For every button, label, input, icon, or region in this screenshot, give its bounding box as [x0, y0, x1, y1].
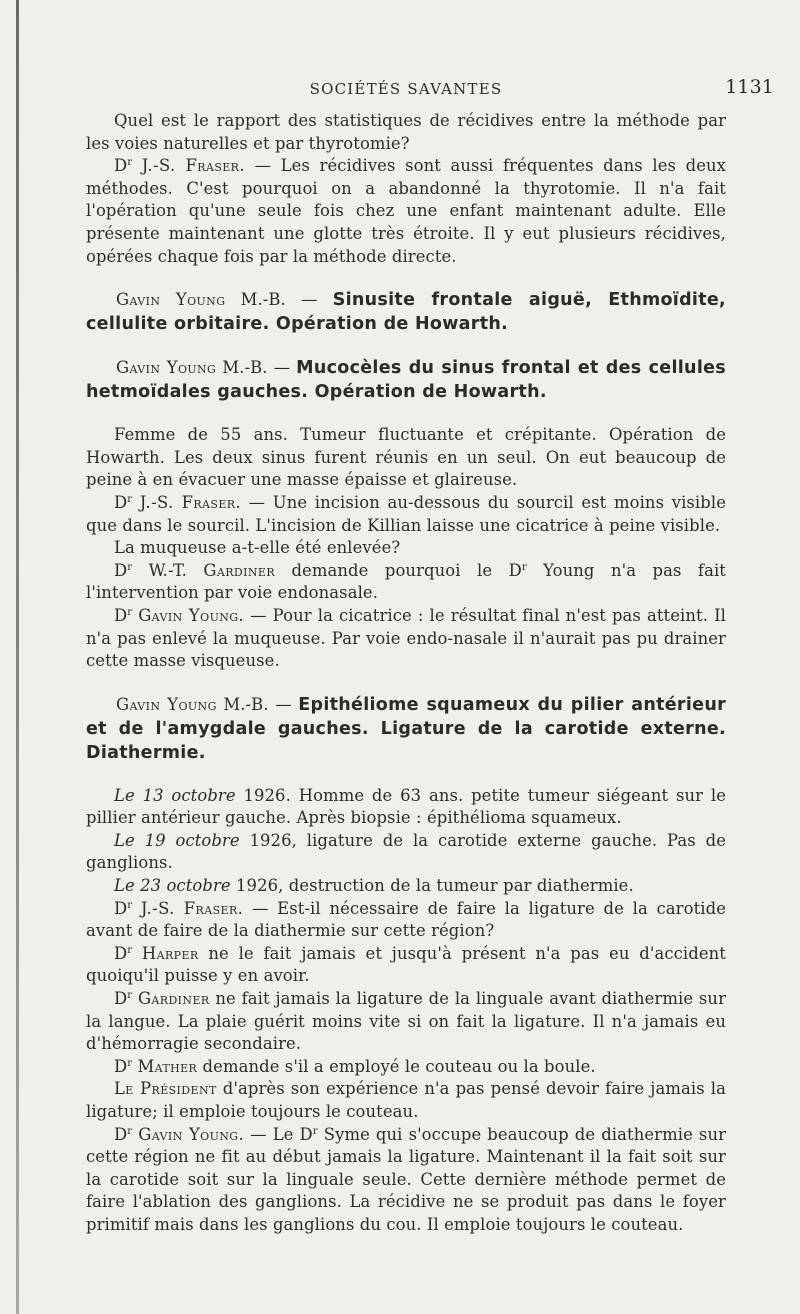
paragraph [86, 1124, 726, 1237]
dated-entry [86, 830, 726, 875]
doctor-abbrev-sup: r [127, 561, 133, 573]
paragraph [86, 1056, 726, 1079]
speaker-name: Le Président [114, 1079, 217, 1099]
paragraph-text: ne le fait jamais et jusqu'à présent n'a pas eu d'accident quoiqu'il puisse y en avoir. [86, 943, 726, 986]
doctor-abbrev: D [114, 560, 128, 580]
dated-entry [86, 875, 726, 898]
page-number: 1131 [725, 76, 774, 98]
paragraph-text: demande s'il a employé le couteau ou la boule. [202, 1056, 596, 1076]
paragraph-text: — Les récidives sont aussi fréquentes dans les deux méthodes. C'est pourquoi on a abandonné la thyrotomie. Il n'a fait l'opération qu'une seule fois chez une enfant maintenant adulte. Elle présente maintenant une glotte très étroite. Il y eut plusieurs récidives, opérées chaque fois par la méthode directe. [86, 156, 727, 266]
doctor-abbrev-sup: r [127, 944, 133, 956]
doctor-abbrev-sup: r [521, 561, 527, 573]
scan-edge [16, 0, 19, 1314]
paragraph-text: ligature de la carotide externe gauche. Pas de ganglions. [86, 830, 726, 873]
page-header [86, 70, 774, 110]
communication-heading: Mucocèles du sinus frontal et des cellules hetmoïdales gauches. Opération de Howarth. [86, 358, 727, 403]
running-head: SOCIÉTÉS SAVANTES [309, 80, 503, 98]
doctor-abbrev: D [508, 560, 522, 580]
paragraph-text: Homme de 63 ans. petite tumeur siégeant sur le pillier antérieur gauche. Après biopsie : épithélioma squameux. [86, 785, 727, 828]
paragraph-text: d'après son expérience n'a pas pensé devoir faire jamais la ligature; il emploie toujours le couteau. [86, 1079, 727, 1121]
doctor-abbrev: D [114, 605, 128, 625]
communication-heading: Epithéliome squameux du pilier antérieur et de l'amygdale gauches. Ligature de la carotide externe. Diathermie. [86, 694, 727, 763]
speaker-name: Harper [141, 943, 199, 963]
paragraph-text: — Est-il nécessaire de faire la ligature de la carotide avant de faire de la diathermie sur cette région? [86, 898, 727, 941]
paragraph [86, 1078, 726, 1123]
paragraph [86, 605, 726, 673]
speaker-name: Gavin Young. [138, 605, 245, 625]
paragraph-text: — Une incision au-dessous du sourcil est moins visible que dans le sourcil. L'incision de Killian laisse une cicatrice à peine visible. [86, 492, 726, 535]
paragraph-text: destruction de la tumeur par diathermie. [288, 876, 634, 896]
paragraph [86, 492, 726, 537]
entry-year: 1926, [236, 876, 284, 896]
author-name: Gavin Young [116, 290, 226, 310]
doctor-abbrev-sup: r [127, 1057, 133, 1069]
paragraph: Femme de 55 ans. Tumeur fluctuante et crépitante. Opération de Howarth. Les deux sinus furent réunis en un seul. On eut beaucoup de peine à en évacuer une masse épaisse et glaireuse. [86, 425, 726, 490]
paragraph [86, 898, 726, 943]
doctor-abbrev: D [114, 1056, 128, 1076]
doctor-abbrev: D [114, 492, 128, 512]
speaker-name: Gardiner [203, 560, 276, 580]
doctor-abbrev: D [299, 1124, 313, 1144]
case-section [86, 785, 726, 1237]
doctor-abbrev-sup: r [312, 1125, 318, 1137]
author-degree: M.-B. — [222, 358, 291, 378]
doctor-abbrev: D [114, 943, 128, 963]
communication-title [86, 356, 726, 404]
speaker-name: J.-S. Fraser. [140, 898, 244, 918]
document-page [86, 70, 774, 1237]
paragraph-text: — Pour la cicatrice : le résultat final n'est pas atteint. Il n'a pas enlevé la muqueuse. Par voie endo-nasale il n'aurait pas pu drainer cette masse visqueuse. [86, 605, 726, 671]
speaker-initials: W.-T. [148, 560, 187, 580]
dated-entry [86, 785, 726, 830]
paragraph-text: demande pourquoi le [291, 560, 493, 580]
entry-date: Le 23 octobre [114, 876, 231, 896]
doctor-abbrev: D [114, 989, 128, 1009]
entry-year: 1926. [243, 785, 291, 805]
entry-date: Le 13 octobre [114, 785, 236, 805]
paragraph: Quel est le rapport des statistiques de récidives entre la méthode par les voies naturelles et par thyrotomie? [86, 111, 726, 153]
author-name: Gavin Young [116, 358, 217, 378]
paragraph [86, 943, 726, 988]
paragraph-text: — Le [250, 1124, 294, 1144]
doctor-abbrev: D [114, 898, 128, 918]
speaker-name: Mather [137, 1056, 198, 1076]
paragraph-text: Syme qui s'occupe beaucoup de diathermie sur cette région ne fit au début jamais la ligature. Maintenant il la fait soit sur la carotide soit sur la linguale seule. Cette dernière méthode permet de faire l'ablation des ganglions. La récidive ne se produit pas dans le foyer primitif mais dans les ganglions du cou. Il emploie toujours le couteau. [86, 1124, 727, 1234]
paragraph [86, 155, 726, 268]
paragraph: La muqueuse a-t-elle été enlevée? [114, 538, 401, 558]
doctor-abbrev-sup: r [127, 990, 133, 1002]
speaker-name: J.-S. Fraser. [141, 156, 245, 176]
communication-heading: Sinusite frontale aiguë, Ethmoïdite, cellulite orbitaire. Opération de Howarth. [86, 290, 727, 335]
doctor-abbrev-sup: r [127, 493, 133, 505]
doctor-abbrev-sup: r [127, 606, 133, 618]
doctor-abbrev-sup: r [127, 157, 133, 169]
entry-year: 1926, [249, 830, 297, 850]
speaker-name: J.-S. Fraser. [139, 492, 242, 512]
communication-title [86, 693, 726, 765]
author-degree: M.-B. — [240, 290, 318, 310]
doctor-abbrev-sup: r [127, 899, 133, 911]
paragraph-text: ne fait jamais la ligature de la linguale avant diathermie sur la langue. La plaie guérit moins vite si on fait la ligature. Il n'a jamais eu d'hémorragie secondaire. [86, 989, 727, 1054]
paragraph [86, 988, 726, 1056]
speaker-name: Gardiner [137, 989, 210, 1009]
author-degree: M.-B. — [223, 694, 292, 714]
entry-date: Le 19 octobre [114, 830, 240, 850]
doctor-abbrev-sup: r [127, 1125, 133, 1137]
paragraph-text: Young n'a pas fait l'intervention par voie endonasale. [86, 560, 726, 603]
case-section [86, 424, 726, 673]
author-name: Gavin Young [116, 694, 217, 714]
communication-title [86, 288, 726, 336]
speaker-name: Gavin Young. [138, 1124, 245, 1144]
doctor-abbrev: D [114, 156, 128, 176]
paragraph [86, 560, 726, 605]
doctor-abbrev: D [114, 1124, 128, 1144]
